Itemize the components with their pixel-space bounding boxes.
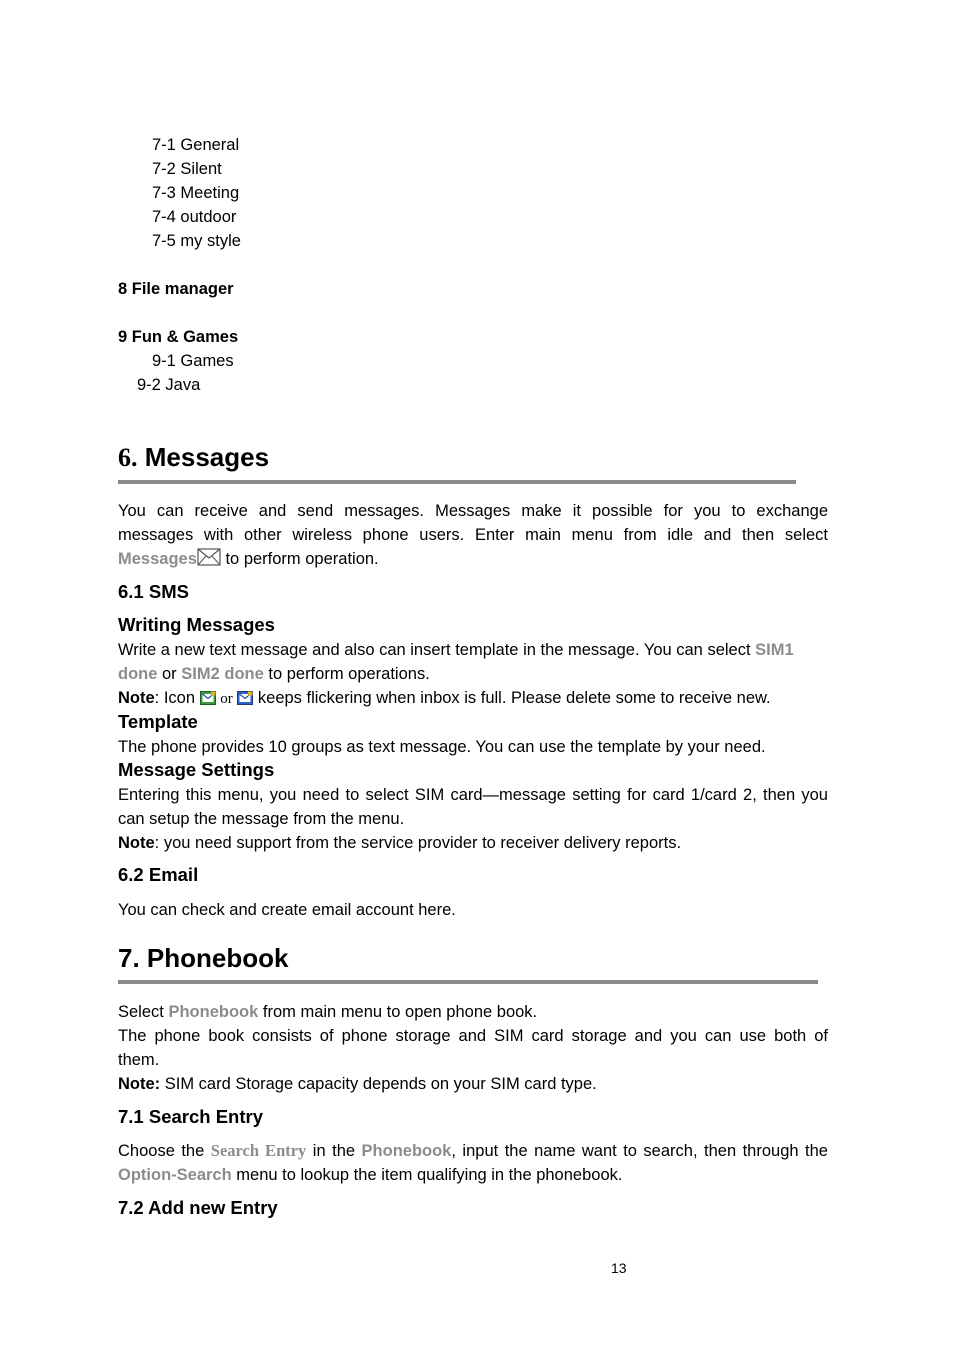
paragraph: The phone provides 10 groups as text message. You can use the template by your need. xyxy=(118,738,766,756)
paragraph: You can check and create email account here. xyxy=(118,901,456,919)
sms-full-icon-sim1 xyxy=(200,688,216,712)
section-title: Messages xyxy=(144,442,270,472)
note: Note: you need support from the service provider to receiver delivery reports. xyxy=(118,834,682,852)
paragraph: The phone book consists of phone storage and SIM card storage and you can use both of xyxy=(118,1027,828,1045)
menu-reference-sim1: SIM1 xyxy=(755,641,794,659)
fun-games-heading: 9 Fun & Games xyxy=(118,328,239,346)
section-number: 6. xyxy=(118,443,138,472)
menu-reference-messages: Messages xyxy=(118,550,197,568)
note-label: Note: xyxy=(118,1075,161,1093)
paragraph: Entering this menu, you need to select SIM card—message setting for card 1/card 2, then you xyxy=(118,786,828,804)
list-item: 7-4 outdoor xyxy=(152,208,237,226)
paragraph: messages with other wireless phone users. Enter main menu from idle and then select xyxy=(118,526,828,544)
menu-reference-option-search: Option-Search xyxy=(118,1166,232,1184)
list-item: 7-5 my style xyxy=(152,232,241,250)
sms-full-icon-sim2 xyxy=(237,688,253,712)
file-manager-heading: 8 File manager xyxy=(118,280,234,298)
page-number: 13 xyxy=(611,1260,627,1276)
menu-reference-phonebook: Phonebook xyxy=(168,1003,259,1021)
subsection-heading: 6.1 SMS xyxy=(118,581,189,602)
subsection-heading: Template xyxy=(118,711,198,732)
section-rule xyxy=(118,480,796,484)
menu-reference-phonebook: Phonebook xyxy=(361,1142,452,1160)
paragraph: You can receive and send messages. Messages make it possible for you to exchange xyxy=(118,502,828,520)
subsection-heading: Message Settings xyxy=(118,759,275,780)
envelope-icon xyxy=(197,548,221,573)
subsection-heading: 6.2 Email xyxy=(118,864,199,885)
paragraph: Messages to perform operation. xyxy=(118,547,379,573)
paragraph: Option-Search menu to lookup the item qualifying in the phonebook. xyxy=(118,1166,623,1184)
menu-reference-search-entry: Search Entry xyxy=(210,1141,307,1160)
section-rule xyxy=(118,980,818,984)
section-heading-messages xyxy=(118,441,269,474)
paragraph: Select Phonebook from main menu to open phone book. xyxy=(118,1003,538,1021)
subsection-heading: 7.1 Search Entry xyxy=(118,1106,263,1127)
subsection-heading: 7.2 Add new Entry xyxy=(118,1197,278,1218)
list-item: 9-2 Java xyxy=(137,376,201,394)
paragraph: can setup the message from the menu. xyxy=(118,810,405,828)
note-label: Note xyxy=(118,834,155,852)
paragraph: Write a new text message and also can insert template in the message. You can select SIM1 xyxy=(118,641,794,659)
menu-reference-sim2: SIM2 done xyxy=(181,665,264,683)
list-item: 7-3 Meeting xyxy=(152,184,240,202)
note: Note: Icon or keeps flickering when inbox is full. Please delete some to receive new. xyxy=(118,686,771,712)
paragraph: them. xyxy=(118,1051,160,1069)
note: Note: SIM card Storage capacity depends on your SIM card type. xyxy=(118,1075,597,1093)
subsection-heading: Writing Messages xyxy=(118,614,275,635)
paragraph: done or SIM2 done to perform operations. xyxy=(118,665,430,683)
list-item: 7-2 Silent xyxy=(152,160,222,178)
list-item: 7-1 General xyxy=(152,136,240,154)
paragraph: Choose the Search Entry in the Phonebook, input the name want to search, then through the xyxy=(118,1141,828,1160)
list-item: 9-1 Games xyxy=(152,352,234,370)
note-label: Note xyxy=(118,689,155,707)
section-heading-phonebook: 7. Phonebook xyxy=(118,943,289,973)
